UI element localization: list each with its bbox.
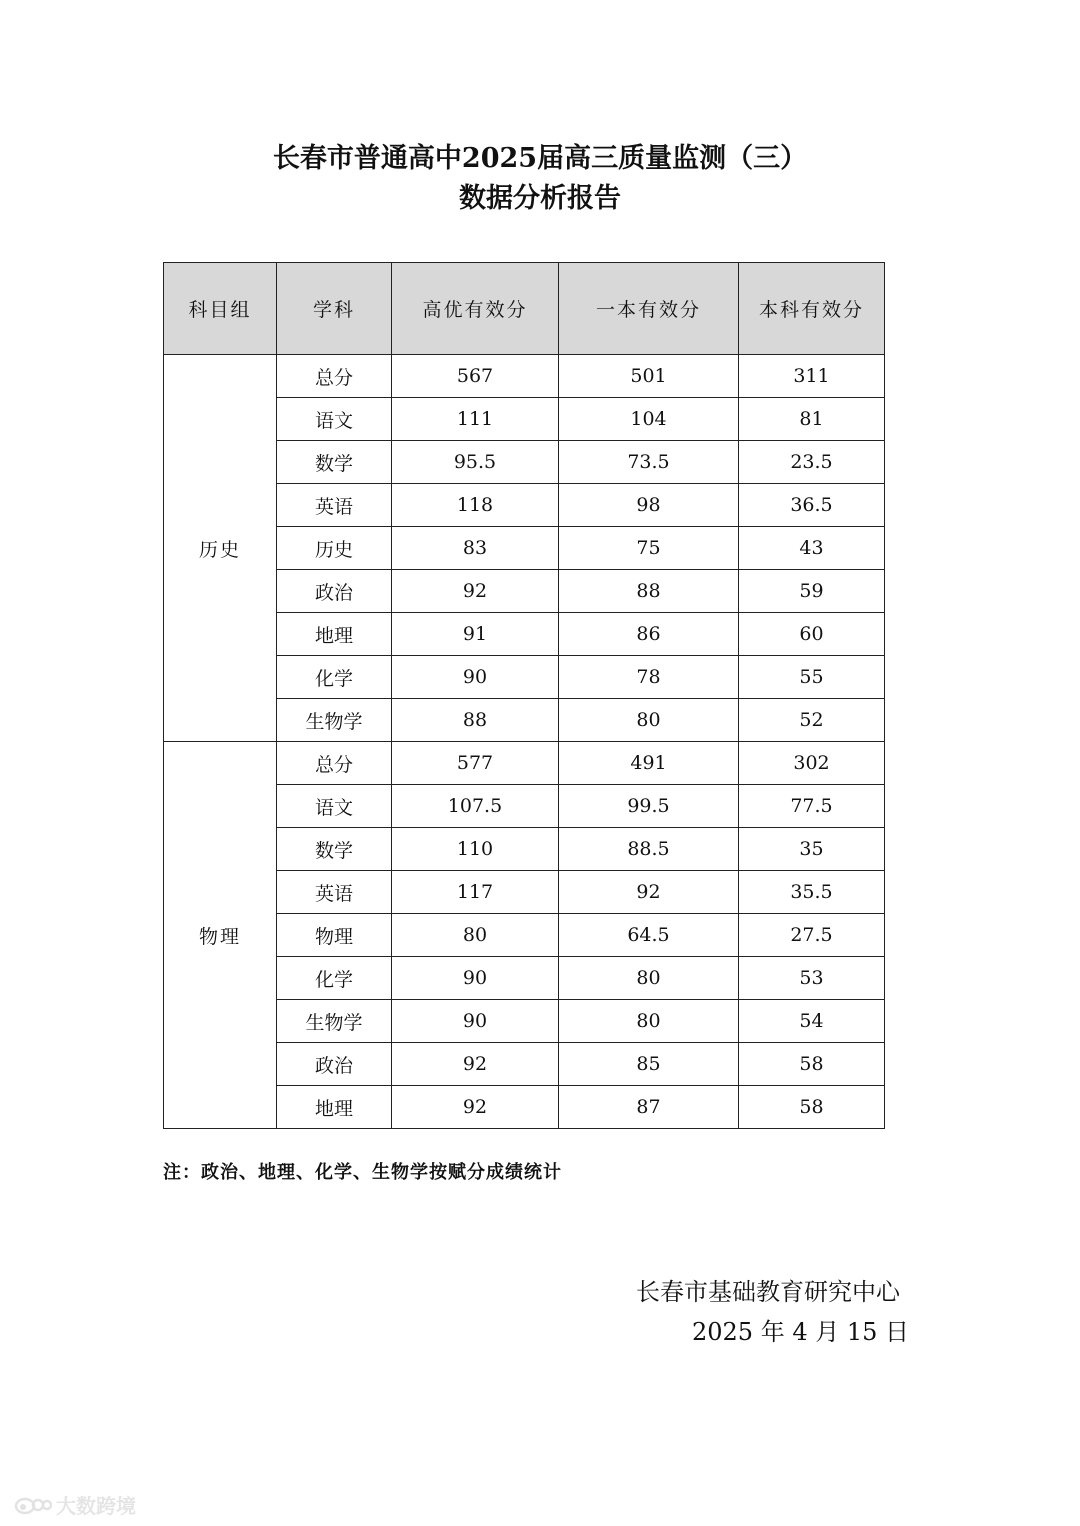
header-cell: 本科有效分 [739,263,885,355]
report-title: 长春市普通高中2025届高三质量监测（三） [272,143,808,174]
subject-cell: 总分 [277,742,392,785]
report-subtitle: 数据分析报告 [459,183,621,214]
high-score-cell: 83 [392,527,559,570]
subject-cell: 政治 [277,570,392,613]
undergrad-score-cell: 52 [739,699,885,742]
tier1-score-cell: 73.5 [559,441,739,484]
header-cell: 科目组 [164,263,277,355]
tier1-score-cell: 85 [559,1043,739,1086]
high-score-cell: 110 [392,828,559,871]
tier1-score-cell: 99.5 [559,785,739,828]
group-cell: 物理 [164,742,277,1129]
high-score-cell: 567 [392,355,559,398]
undergrad-score-cell: 81 [739,398,885,441]
undergrad-score-cell: 43 [739,527,885,570]
subject-cell: 数学 [277,828,392,871]
subject-cell: 语文 [277,398,392,441]
table-row [164,742,885,785]
undergrad-score-cell: 311 [739,355,885,398]
undergrad-score-cell: 35 [739,828,885,871]
subject-cell: 地理 [277,613,392,656]
high-score-cell: 90 [392,957,559,1000]
high-score-cell: 92 [392,1043,559,1086]
footnote: 注：政治、地理、化学、生物学按赋分成绩统计 [163,1162,562,1183]
high-score-cell: 111 [392,398,559,441]
subject-cell: 化学 [277,656,392,699]
high-score-cell: 92 [392,570,559,613]
subject-cell: 英语 [277,871,392,914]
tier1-score-cell: 104 [559,398,739,441]
tier1-score-cell: 64.5 [559,914,739,957]
subject-cell: 物理 [277,914,392,957]
score-table [163,262,885,1129]
undergrad-score-cell: 54 [739,1000,885,1043]
header-cell: 一本有效分 [559,263,739,355]
header-cell: 学科 [277,263,392,355]
high-score-cell: 118 [392,484,559,527]
table-header-row [164,263,885,355]
high-score-cell: 95.5 [392,441,559,484]
undergrad-score-cell: 58 [739,1043,885,1086]
undergrad-score-cell: 60 [739,613,885,656]
subject-cell: 总分 [277,355,392,398]
subject-cell: 生物学 [277,699,392,742]
tier1-score-cell: 80 [559,957,739,1000]
undergrad-score-cell: 59 [739,570,885,613]
tier1-score-cell: 78 [559,656,739,699]
issue-date: 2025 年 4 月 15 日 [692,1318,910,1346]
tier1-score-cell: 88.5 [559,828,739,871]
undergrad-score-cell: 27.5 [739,914,885,957]
subject-cell: 化学 [277,957,392,1000]
group-cell: 历史 [164,355,277,742]
undergrad-score-cell: 302 [739,742,885,785]
subject-cell: 英语 [277,484,392,527]
table-row [164,355,885,398]
undergrad-score-cell: 55 [739,656,885,699]
high-score-cell: 92 [392,1086,559,1129]
watermark [14,1490,136,1519]
high-score-cell: 117 [392,871,559,914]
undergrad-score-cell: 58 [739,1086,885,1129]
tier1-score-cell: 491 [559,742,739,785]
undergrad-score-cell: 77.5 [739,785,885,828]
tier1-score-cell: 75 [559,527,739,570]
tier1-score-cell: 88 [559,570,739,613]
subject-cell: 数学 [277,441,392,484]
tier1-score-cell: 98 [559,484,739,527]
high-score-cell: 577 [392,742,559,785]
undergrad-score-cell: 36.5 [739,484,885,527]
subject-cell: 生物学 [277,1000,392,1043]
high-score-cell: 91 [392,613,559,656]
subject-cell: 政治 [277,1043,392,1086]
high-score-cell: 107.5 [392,785,559,828]
undergrad-score-cell: 53 [739,957,885,1000]
tier1-score-cell: 86 [559,613,739,656]
tier1-score-cell: 80 [559,1000,739,1043]
undergrad-score-cell: 23.5 [739,441,885,484]
watermark-text: 大数跨境 [56,1494,136,1518]
subject-cell: 历史 [277,527,392,570]
high-score-cell: 90 [392,656,559,699]
high-score-cell: 88 [392,699,559,742]
tier1-score-cell: 87 [559,1086,739,1129]
tier1-score-cell: 92 [559,871,739,914]
subject-cell: 语文 [277,785,392,828]
high-score-cell: 80 [392,914,559,957]
subject-cell: 地理 [277,1086,392,1129]
issuing-organization: 长春市基础教育研究中心 [636,1278,900,1306]
high-score-cell: 90 [392,1000,559,1043]
undergrad-score-cell: 35.5 [739,871,885,914]
header-cell: 高优有效分 [392,263,559,355]
tier1-score-cell: 80 [559,699,739,742]
weibo-logo-icon [14,1495,52,1515]
tier1-score-cell: 501 [559,355,739,398]
